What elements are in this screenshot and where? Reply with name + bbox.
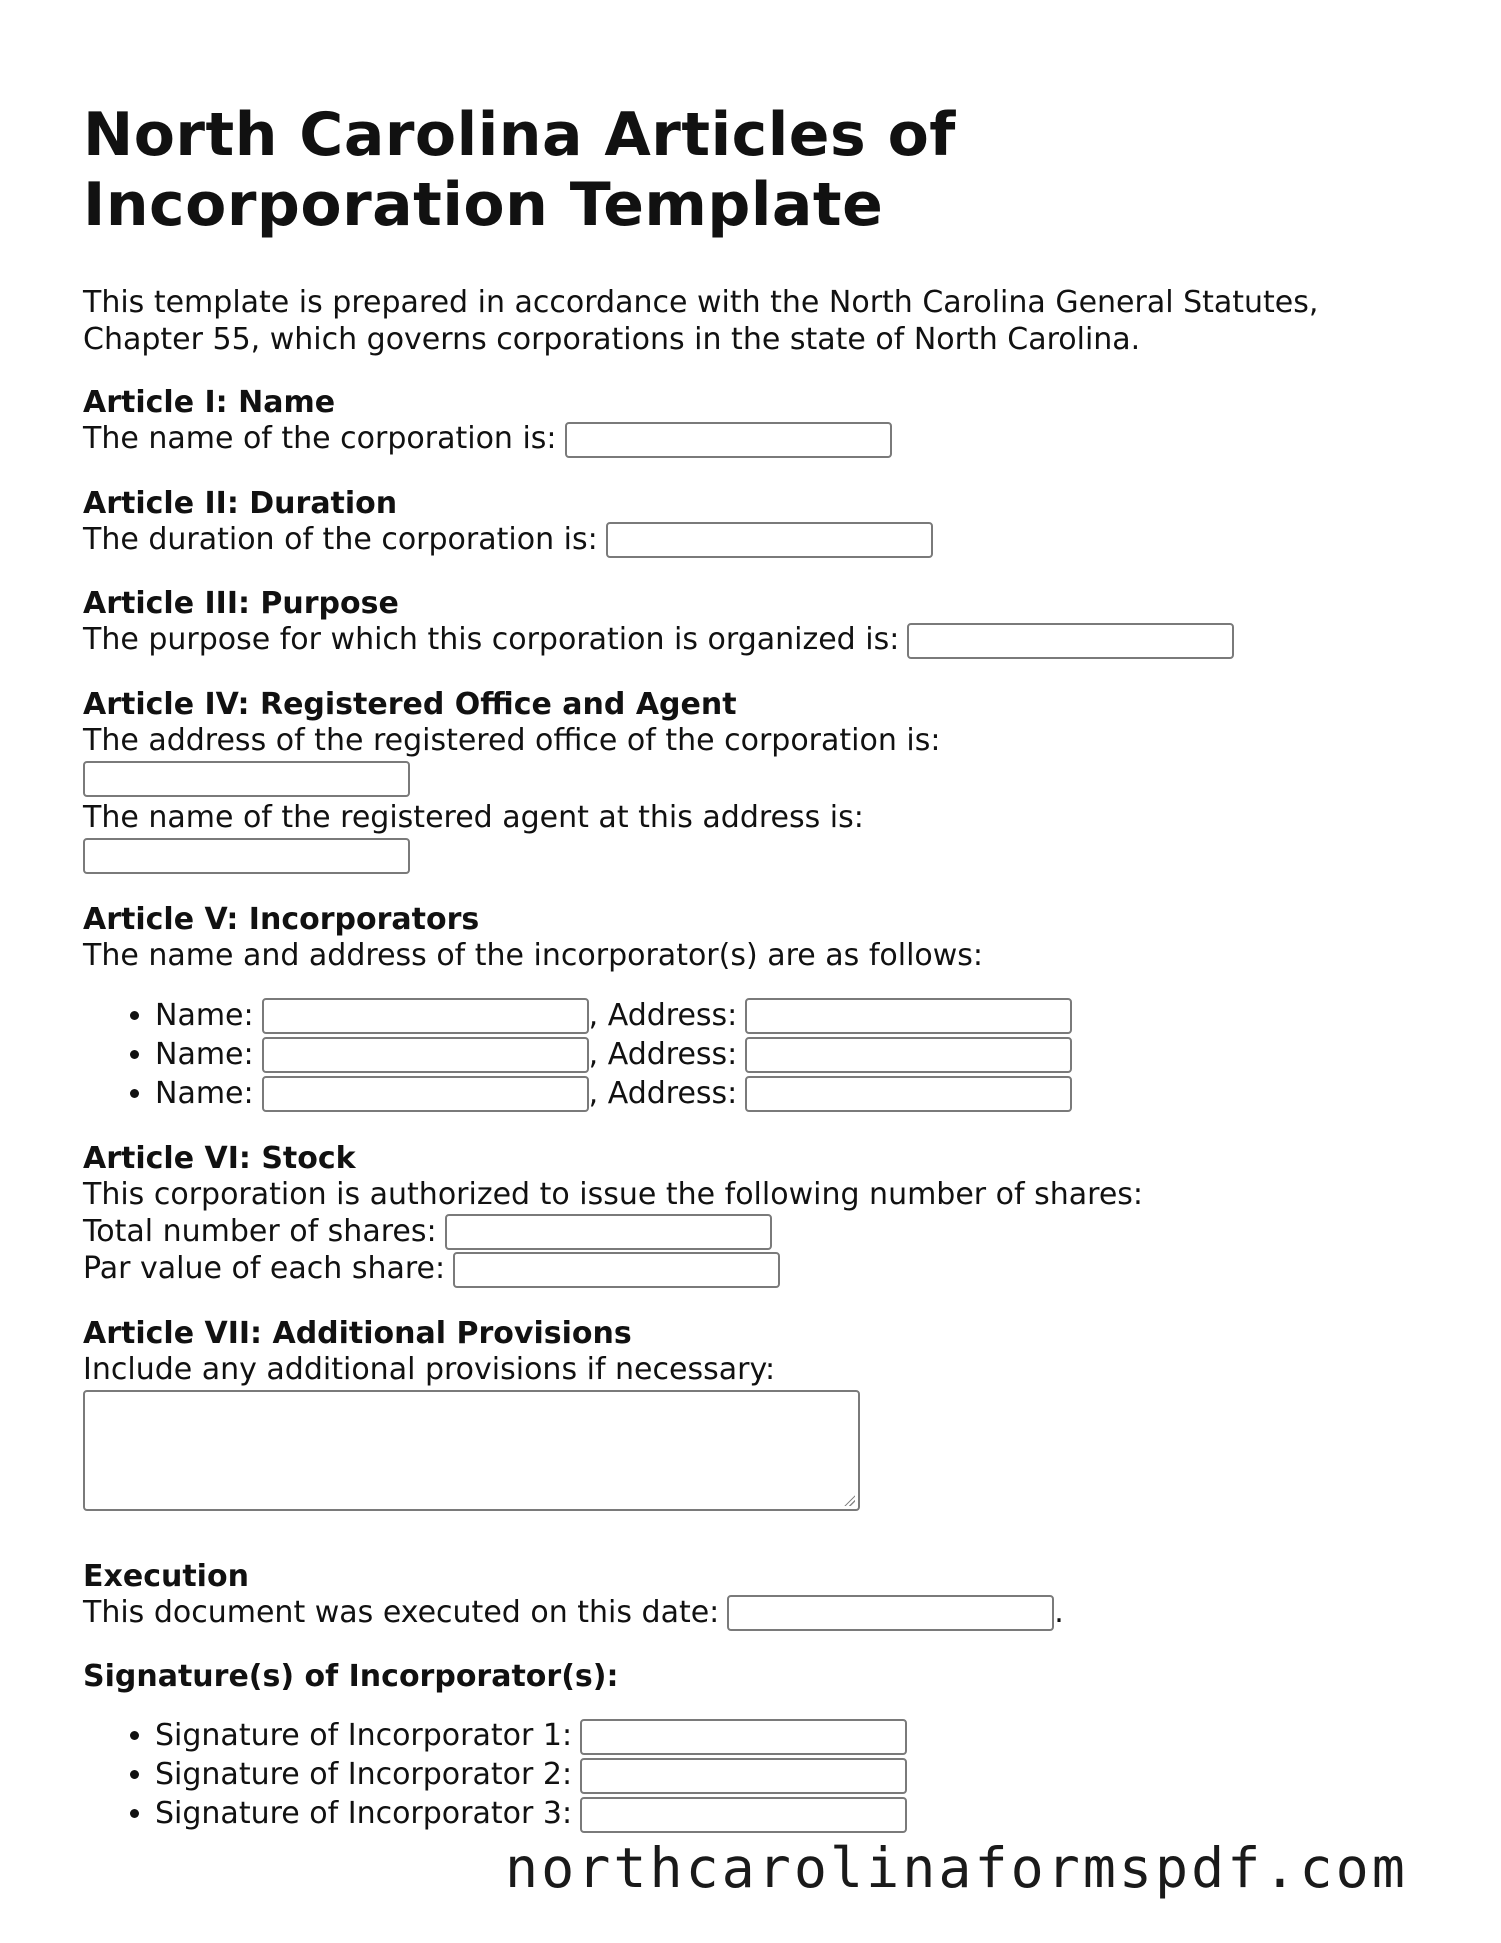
article-1 — [83, 385, 1423, 458]
additional-provisions-textarea[interactable] — [83, 1390, 860, 1511]
article-2-heading: Article II: Duration — [83, 485, 398, 521]
name-label: Name: — [155, 1036, 254, 1072]
list-item — [155, 996, 1423, 1035]
article-6 — [83, 1141, 1423, 1288]
registered-office-label: The address of the registered office of the corporation is: — [83, 722, 941, 758]
registered-agent-input[interactable] — [83, 838, 410, 874]
incorporator-3-address-input[interactable] — [745, 1076, 1072, 1112]
watermark: northcarolinaformspdf.com — [505, 1836, 1408, 1900]
document — [83, 100, 1423, 1833]
list-item — [155, 1035, 1423, 1074]
incorporators-list — [83, 996, 1423, 1113]
list-item — [155, 1716, 1423, 1755]
address-label: , Address: — [588, 1036, 738, 1072]
purpose-label: The purpose for which this corporation is organized is: — [83, 622, 900, 657]
address-label: , Address: — [588, 997, 738, 1033]
page-title: North Carolina Articles of Incorporation Template — [83, 100, 956, 240]
incorporator-1-address-input[interactable] — [745, 998, 1072, 1034]
article-7-heading: Article VII: Additional Provisions — [83, 1315, 632, 1351]
article-5 — [83, 902, 1423, 1113]
list-item — [155, 1755, 1423, 1794]
address-label: , Address: — [588, 1075, 738, 1111]
article-3 — [83, 586, 1423, 659]
article-7 — [83, 1316, 1423, 1511]
execution-date-input[interactable] — [727, 1595, 1054, 1631]
article-6-heading: Article VI: Stock — [83, 1140, 356, 1176]
incorporator-1-name-input[interactable] — [262, 998, 589, 1034]
execution-date-label: This document was executed on this date: — [83, 1594, 720, 1630]
corporation-name-label: The name of the corporation is: — [83, 421, 557, 456]
signatures — [83, 1659, 1423, 1833]
article-4 — [83, 687, 1423, 874]
incorporator-2-address-input[interactable] — [745, 1037, 1072, 1073]
total-shares-input[interactable] — [445, 1214, 772, 1250]
name-label: Name: — [155, 997, 254, 1033]
incorporators-label: The name and address of the incorporator(s) are as follows: — [83, 937, 984, 973]
list-item — [155, 1794, 1423, 1833]
intro-text: This template is prepared in accordance with the North Carolina General Statutes, Chapter 55, which governs corporations in the state of North Carolina. — [83, 285, 1319, 357]
article-3-heading: Article III: Purpose — [83, 586, 399, 621]
duration-label: The duration of the corporation is: — [83, 521, 598, 557]
purpose-input[interactable] — [907, 623, 1234, 659]
signature-2-input[interactable] — [580, 1758, 907, 1794]
execution-heading: Execution — [83, 1558, 249, 1594]
registered-office-input[interactable] — [83, 761, 410, 797]
execution — [83, 1559, 1423, 1632]
execution-suffix: . — [1054, 1594, 1064, 1630]
signatures-list — [83, 1716, 1423, 1833]
registered-agent-label: The name of the registered agent at this address is: — [83, 799, 864, 835]
par-value-input[interactable] — [453, 1252, 780, 1288]
signature-1-input[interactable] — [580, 1719, 907, 1755]
article-1-heading: Article I: Name — [83, 385, 336, 420]
total-shares-label: Total number of shares: — [83, 1213, 437, 1249]
corporation-name-input[interactable] — [565, 422, 892, 458]
article-5-heading: Article V: Incorporators — [83, 901, 480, 937]
article-4-heading: Article IV: Registered Office and Agent — [83, 686, 737, 722]
list-item — [155, 1074, 1423, 1113]
duration-input[interactable] — [606, 522, 933, 558]
article-2 — [83, 486, 1423, 559]
signature-1-label: Signature of Incorporator 1: — [155, 1718, 573, 1753]
signatures-heading: Signature(s) of Incorporator(s): — [83, 1659, 619, 1694]
incorporator-3-name-input[interactable] — [262, 1076, 589, 1112]
additional-provisions-label: Include any additional provisions if necessary: — [83, 1351, 776, 1387]
incorporator-2-name-input[interactable] — [262, 1037, 589, 1073]
par-value-label: Par value of each share: — [83, 1251, 446, 1286]
resize-grip-icon[interactable] — [843, 1494, 855, 1506]
signature-3-label: Signature of Incorporator 3: — [155, 1796, 573, 1831]
name-label: Name: — [155, 1075, 254, 1111]
signature-3-input[interactable] — [580, 1797, 907, 1833]
signature-2-label: Signature of Incorporator 2: — [155, 1757, 573, 1792]
stock-label: This corporation is authorized to issue the following number of shares: — [83, 1176, 1144, 1212]
